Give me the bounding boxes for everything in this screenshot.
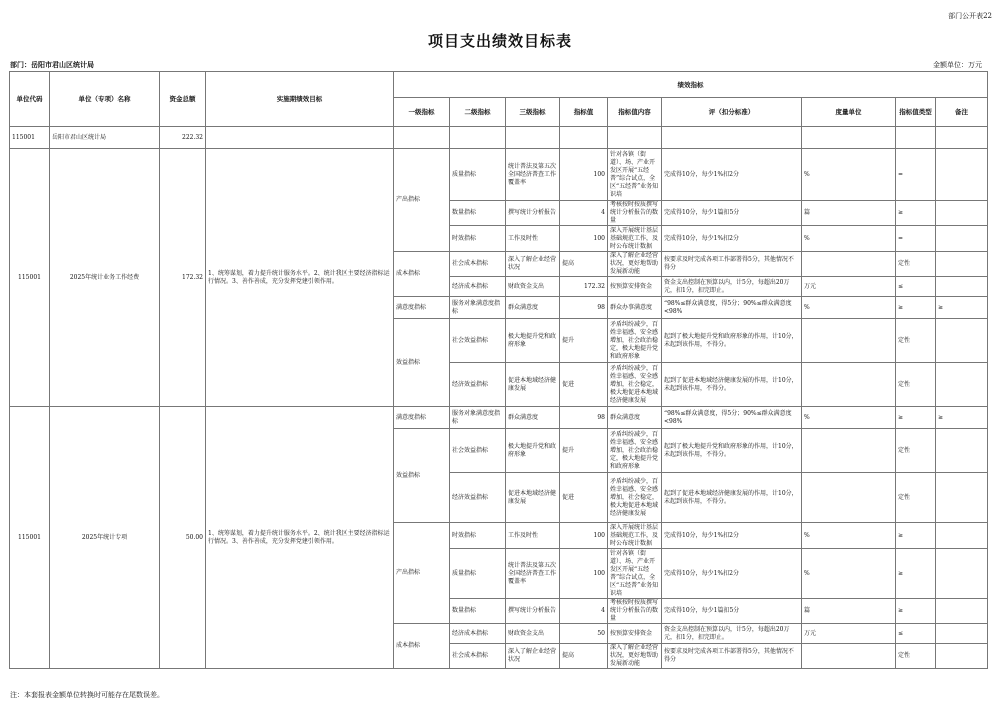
indicator-measure: % (802, 149, 896, 201)
project-goal: 1、统筹谋划，着力提升统计服务水平。2、统计我区主要经济指标运行情况。3、善作善成，充分发挥党建引领作用。 (206, 149, 394, 407)
indicator-measure: 篇 (802, 599, 896, 624)
indicator-measure: % (802, 407, 896, 429)
indicator-content: 矛盾纠纷减少，百姓幸福感、安全感增加，社会政治稳定，极大地提升党和政府形象 (608, 319, 662, 363)
indicator-remark: ≥ (936, 407, 988, 429)
indicator-level2: 数量指标 (450, 201, 506, 226)
project-amount: 172.32 (160, 149, 206, 407)
indicator-criteria: 完成得10分，每少1%扣2分 (662, 226, 802, 252)
indicator-value-type: ≤ (896, 624, 936, 644)
indicator-remark (936, 473, 988, 523)
indicator-criteria: 起到了极大地提升党和政府形象的作用，计10分，未起到该作用，不得分。 (662, 319, 802, 363)
indicator-value: 50 (560, 624, 608, 644)
indicator-remark (936, 624, 988, 644)
indicator-value: 提升 (560, 319, 608, 363)
indicator-content: 考核按时按质撰写统计分析报告的数量 (608, 599, 662, 624)
indicator-value-type: 定性 (896, 429, 936, 473)
indicator-value: 98 (560, 297, 608, 319)
indicator-measure (802, 644, 896, 669)
header-name: 单位（专项）名称 (50, 72, 160, 127)
indicator-remark (936, 549, 988, 599)
indicator-level3: 群众满意度 (506, 297, 560, 319)
indicator-criteria: 完成得10分，每少1篇扣5分 (662, 599, 802, 624)
indicator-measure (802, 319, 896, 363)
indicator-level3: 财政资金支出 (506, 624, 560, 644)
indicator-content: 深入开展统计基层基础规范工作，及时公布统计数据 (608, 226, 662, 252)
indicator-level2: 服务对象满意度指标 (450, 297, 506, 319)
indicator-remark (936, 319, 988, 363)
indicator-content: 深入开展统计基层基础规范工作，及时公布统计数据 (608, 523, 662, 549)
indicator-level1: 成本指标 (394, 252, 450, 297)
indicator-value-type: ≥ (896, 407, 936, 429)
indicator-level2: 数量指标 (450, 599, 506, 624)
header-indicators: 绩效指标 (394, 72, 988, 98)
indicator-content: 针对各镇（街道）、场、产业开发区开展“五经普”综合试点，全区“五经普”业务知识培 (608, 549, 662, 599)
project-name: 2025年统计业务工作经费 (50, 149, 160, 407)
indicator-criteria: “98%≤群众满意度，得5分；90%≤群众满意度<98% (662, 407, 802, 429)
indicator-measure (802, 429, 896, 473)
summary-code: 115001 (10, 127, 50, 149)
indicator-measure: % (802, 297, 896, 319)
indicator-value: 100 (560, 549, 608, 599)
indicator-level1: 效益指标 (394, 319, 450, 407)
indicator-criteria: 起到了极大地提升党和政府形象的作用，计10分，未起到该作用，不得分。 (662, 429, 802, 473)
indicator-value: 提高 (560, 252, 608, 277)
indicator-measure (802, 363, 896, 407)
indicator-remark (936, 599, 988, 624)
indicator-criteria: 完成得10分，每少1%扣2分 (662, 149, 802, 201)
indicator-content: 按预算安排资金 (608, 277, 662, 297)
indicator-level2: 社会成本指标 (450, 644, 506, 669)
footnote: 注：本套报表金额单位转换时可能存在尾数误差。 (10, 691, 164, 699)
indicator-value: 100 (560, 149, 608, 201)
indicator-value: 促进 (560, 473, 608, 523)
header-amount: 资金总额 (160, 72, 206, 127)
indicator-content: 深入了解企业经营状况，更好地帮助发展新动能 (608, 644, 662, 669)
indicator-value-type: 定性 (896, 363, 936, 407)
indicator-remark (936, 149, 988, 201)
indicator-criteria: 完成得10分，每少1篇扣5分 (662, 201, 802, 226)
indicator-level2: 时效指标 (450, 523, 506, 549)
indicator-level3: 撰写统计分析报告 (506, 201, 560, 226)
indicator-remark (936, 523, 988, 549)
indicator-level1: 产出指标 (394, 523, 450, 624)
indicator-content: 矛盾纠纷减少，百姓幸福感、安全感增加，社会政治稳定，极大地提升党和政府形象 (608, 429, 662, 473)
indicator-content: 按预算安排资金 (608, 624, 662, 644)
indicator-criteria: “98%≤群众满意度，得5分；90%≤群众满意度<98% (662, 297, 802, 319)
indicator-criteria: 完成得10分，每少1%扣2分 (662, 549, 802, 599)
indicator-level2: 社会效益指标 (450, 319, 506, 363)
indicator-content: 针对各镇（街道）、场、产业开发区开展“五经普”综合试点，全区“五经普”业务知识培 (608, 149, 662, 201)
indicator-remark (936, 363, 988, 407)
header-code: 单位代码 (10, 72, 50, 127)
indicator-level1: 满意度指标 (394, 407, 450, 429)
indicator-remark (936, 252, 988, 277)
indicator-level1: 满意度指标 (394, 297, 450, 319)
indicator-value: 提高 (560, 644, 608, 669)
indicator-value: 100 (560, 523, 608, 549)
indicator-measure: 万元 (802, 624, 896, 644)
indicator-measure (802, 252, 896, 277)
indicator-value-type: ≥ (896, 549, 936, 599)
summary-row (10, 127, 988, 149)
indicator-value-type: 定性 (896, 252, 936, 277)
indicator-value-type: = (896, 149, 936, 201)
indicator-level2: 服务对象满意度指标 (450, 407, 506, 429)
summary-amount: 222.32 (160, 127, 206, 149)
currency-unit-label: 金额单位：万元 (933, 61, 982, 69)
indicator-level2: 经济成本指标 (450, 277, 506, 297)
indicator-criteria: 完成得10分，每少1%扣2分 (662, 523, 802, 549)
indicator-level1: 产出指标 (394, 149, 450, 252)
performance-table (9, 71, 988, 669)
project-name: 2025年统计专项 (50, 407, 160, 669)
indicator-level2: 经济效益指标 (450, 363, 506, 407)
indicator-value: 促进 (560, 363, 608, 407)
indicator-value-type: = (896, 226, 936, 252)
indicator-remark (936, 644, 988, 669)
table-row (10, 407, 988, 429)
header-content: 指标值内容 (608, 98, 662, 127)
header-l1: 一级指标 (394, 98, 450, 127)
indicator-value-type: ≥ (896, 523, 936, 549)
indicator-criteria: 资金支出控制在预算以内，计5分，每超出20万元，扣1分，扣完即止。 (662, 624, 802, 644)
indicator-value: 172.32 (560, 277, 608, 297)
header-vtype: 指标值类型 (896, 98, 936, 127)
indicator-value-type: 定性 (896, 644, 936, 669)
header-measure: 度量单位 (802, 98, 896, 127)
indicator-level2: 质量指标 (450, 149, 506, 201)
indicator-level2: 时效指标 (450, 226, 506, 252)
indicator-level3: 财政资金支出 (506, 277, 560, 297)
indicator-criteria: 资金支出控制在预算以内，计5分，每超出20万元，扣1分，扣完即止。 (662, 277, 802, 297)
summary-name: 岳阳市君山区统计局 (50, 127, 160, 149)
indicator-level3: 撰写统计分析报告 (506, 599, 560, 624)
indicator-measure: 万元 (802, 277, 896, 297)
indicator-level3: 促进本地域经济健康发展 (506, 363, 560, 407)
indicator-value-type: ≥ (896, 201, 936, 226)
header-remark: 备注 (936, 98, 988, 127)
indicator-level3: 促进本地域经济健康发展 (506, 473, 560, 523)
indicator-criteria: 起到了促进本地域经济健康发展的作用，计10分，未起到该作用，不得分。 (662, 363, 802, 407)
indicator-value: 100 (560, 226, 608, 252)
indicator-content: 矛盾纠纷减少，百姓幸福感、安全感增加，社会稳定，极大地促进本地域经济健康发展 (608, 363, 662, 407)
indicator-level2: 经济成本指标 (450, 624, 506, 644)
header-value: 指标值 (560, 98, 608, 127)
indicator-remark (936, 277, 988, 297)
indicator-value: 4 (560, 201, 608, 226)
indicator-value-type: ≤ (896, 277, 936, 297)
indicator-value-type: ≥ (896, 599, 936, 624)
indicator-value: 98 (560, 407, 608, 429)
header-l3: 三级指标 (506, 98, 560, 127)
indicator-level2: 经济效益指标 (450, 473, 506, 523)
indicator-level3: 统计普法及第五次全国经济普查工作覆盖率 (506, 149, 560, 201)
indicator-level3: 统计普法及第五次全国经济普查工作覆盖率 (506, 549, 560, 599)
project-amount: 50.00 (160, 407, 206, 669)
indicator-criteria: 按要求及时完成各项工作部署得5分，其他情况不得分 (662, 644, 802, 669)
department-label: 部门：岳阳市君山区统计局 (10, 60, 94, 69)
indicator-measure: 篇 (802, 201, 896, 226)
project-code: 115001 (10, 407, 50, 669)
indicator-content: 考核按时按质撰写统计分析报告的数量 (608, 201, 662, 226)
indicator-measure (802, 473, 896, 523)
indicator-measure: % (802, 549, 896, 599)
indicator-level3: 深入了解企业经营状况 (506, 644, 560, 669)
indicator-remark (936, 226, 988, 252)
indicator-value-type: 定性 (896, 473, 936, 523)
header-goal: 实施期绩效目标 (206, 72, 394, 127)
indicator-value-type: 定性 (896, 319, 936, 363)
page-title: 项目支出绩效目标表 (427, 32, 572, 50)
indicator-value: 4 (560, 599, 608, 624)
project-code: 115001 (10, 149, 50, 407)
indicator-level1: 成本指标 (394, 624, 450, 669)
indicator-remark (936, 201, 988, 226)
indicator-remark (936, 429, 988, 473)
indicator-content: 矛盾纠纷减少，百姓幸福感、安全感增加，社会稳定，极大地促进本地域经济健康发展 (608, 473, 662, 523)
indicator-level3: 工作及时性 (506, 226, 560, 252)
indicator-level3: 极大地提升党和政府形象 (506, 429, 560, 473)
indicator-level2: 社会效益指标 (450, 429, 506, 473)
page-label: 部门公开表22 (948, 12, 992, 20)
indicator-measure: % (802, 523, 896, 549)
indicator-level2: 社会成本指标 (450, 252, 506, 277)
project-goal: 1、统筹谋划，着力提升统计服务水平。2、统计我区主要经济指标运行情况。3、善作善成，充分发挥党建引领作用。 (206, 407, 394, 669)
indicator-content: 深入了解企业经营状况，更好地帮助发展新动能 (608, 252, 662, 277)
indicator-level3: 极大地提升党和政府形象 (506, 319, 560, 363)
indicator-content: 群众满意度 (608, 407, 662, 429)
indicator-level2: 质量指标 (450, 549, 506, 599)
indicator-measure: % (802, 226, 896, 252)
indicator-level3: 深入了解企业经营状况 (506, 252, 560, 277)
indicator-remark: ≥ (936, 297, 988, 319)
indicator-level3: 工作及时性 (506, 523, 560, 549)
header-l2: 二级指标 (450, 98, 506, 127)
table-row (10, 149, 988, 201)
indicator-level1: 效益指标 (394, 429, 450, 523)
indicator-criteria: 起到了促进本地域经济健康发展的作用，计10分，未起到该作用，不得分。 (662, 473, 802, 523)
indicator-criteria: 按要求及时完成各项工作部署得5分，其他情况不得分 (662, 252, 802, 277)
header-criteria: 评（扣分标准） (662, 98, 802, 127)
indicator-level3: 群众满意度 (506, 407, 560, 429)
indicator-content: 群众办事满意度 (608, 297, 662, 319)
indicator-value-type: ≥ (896, 297, 936, 319)
indicator-value: 提升 (560, 429, 608, 473)
